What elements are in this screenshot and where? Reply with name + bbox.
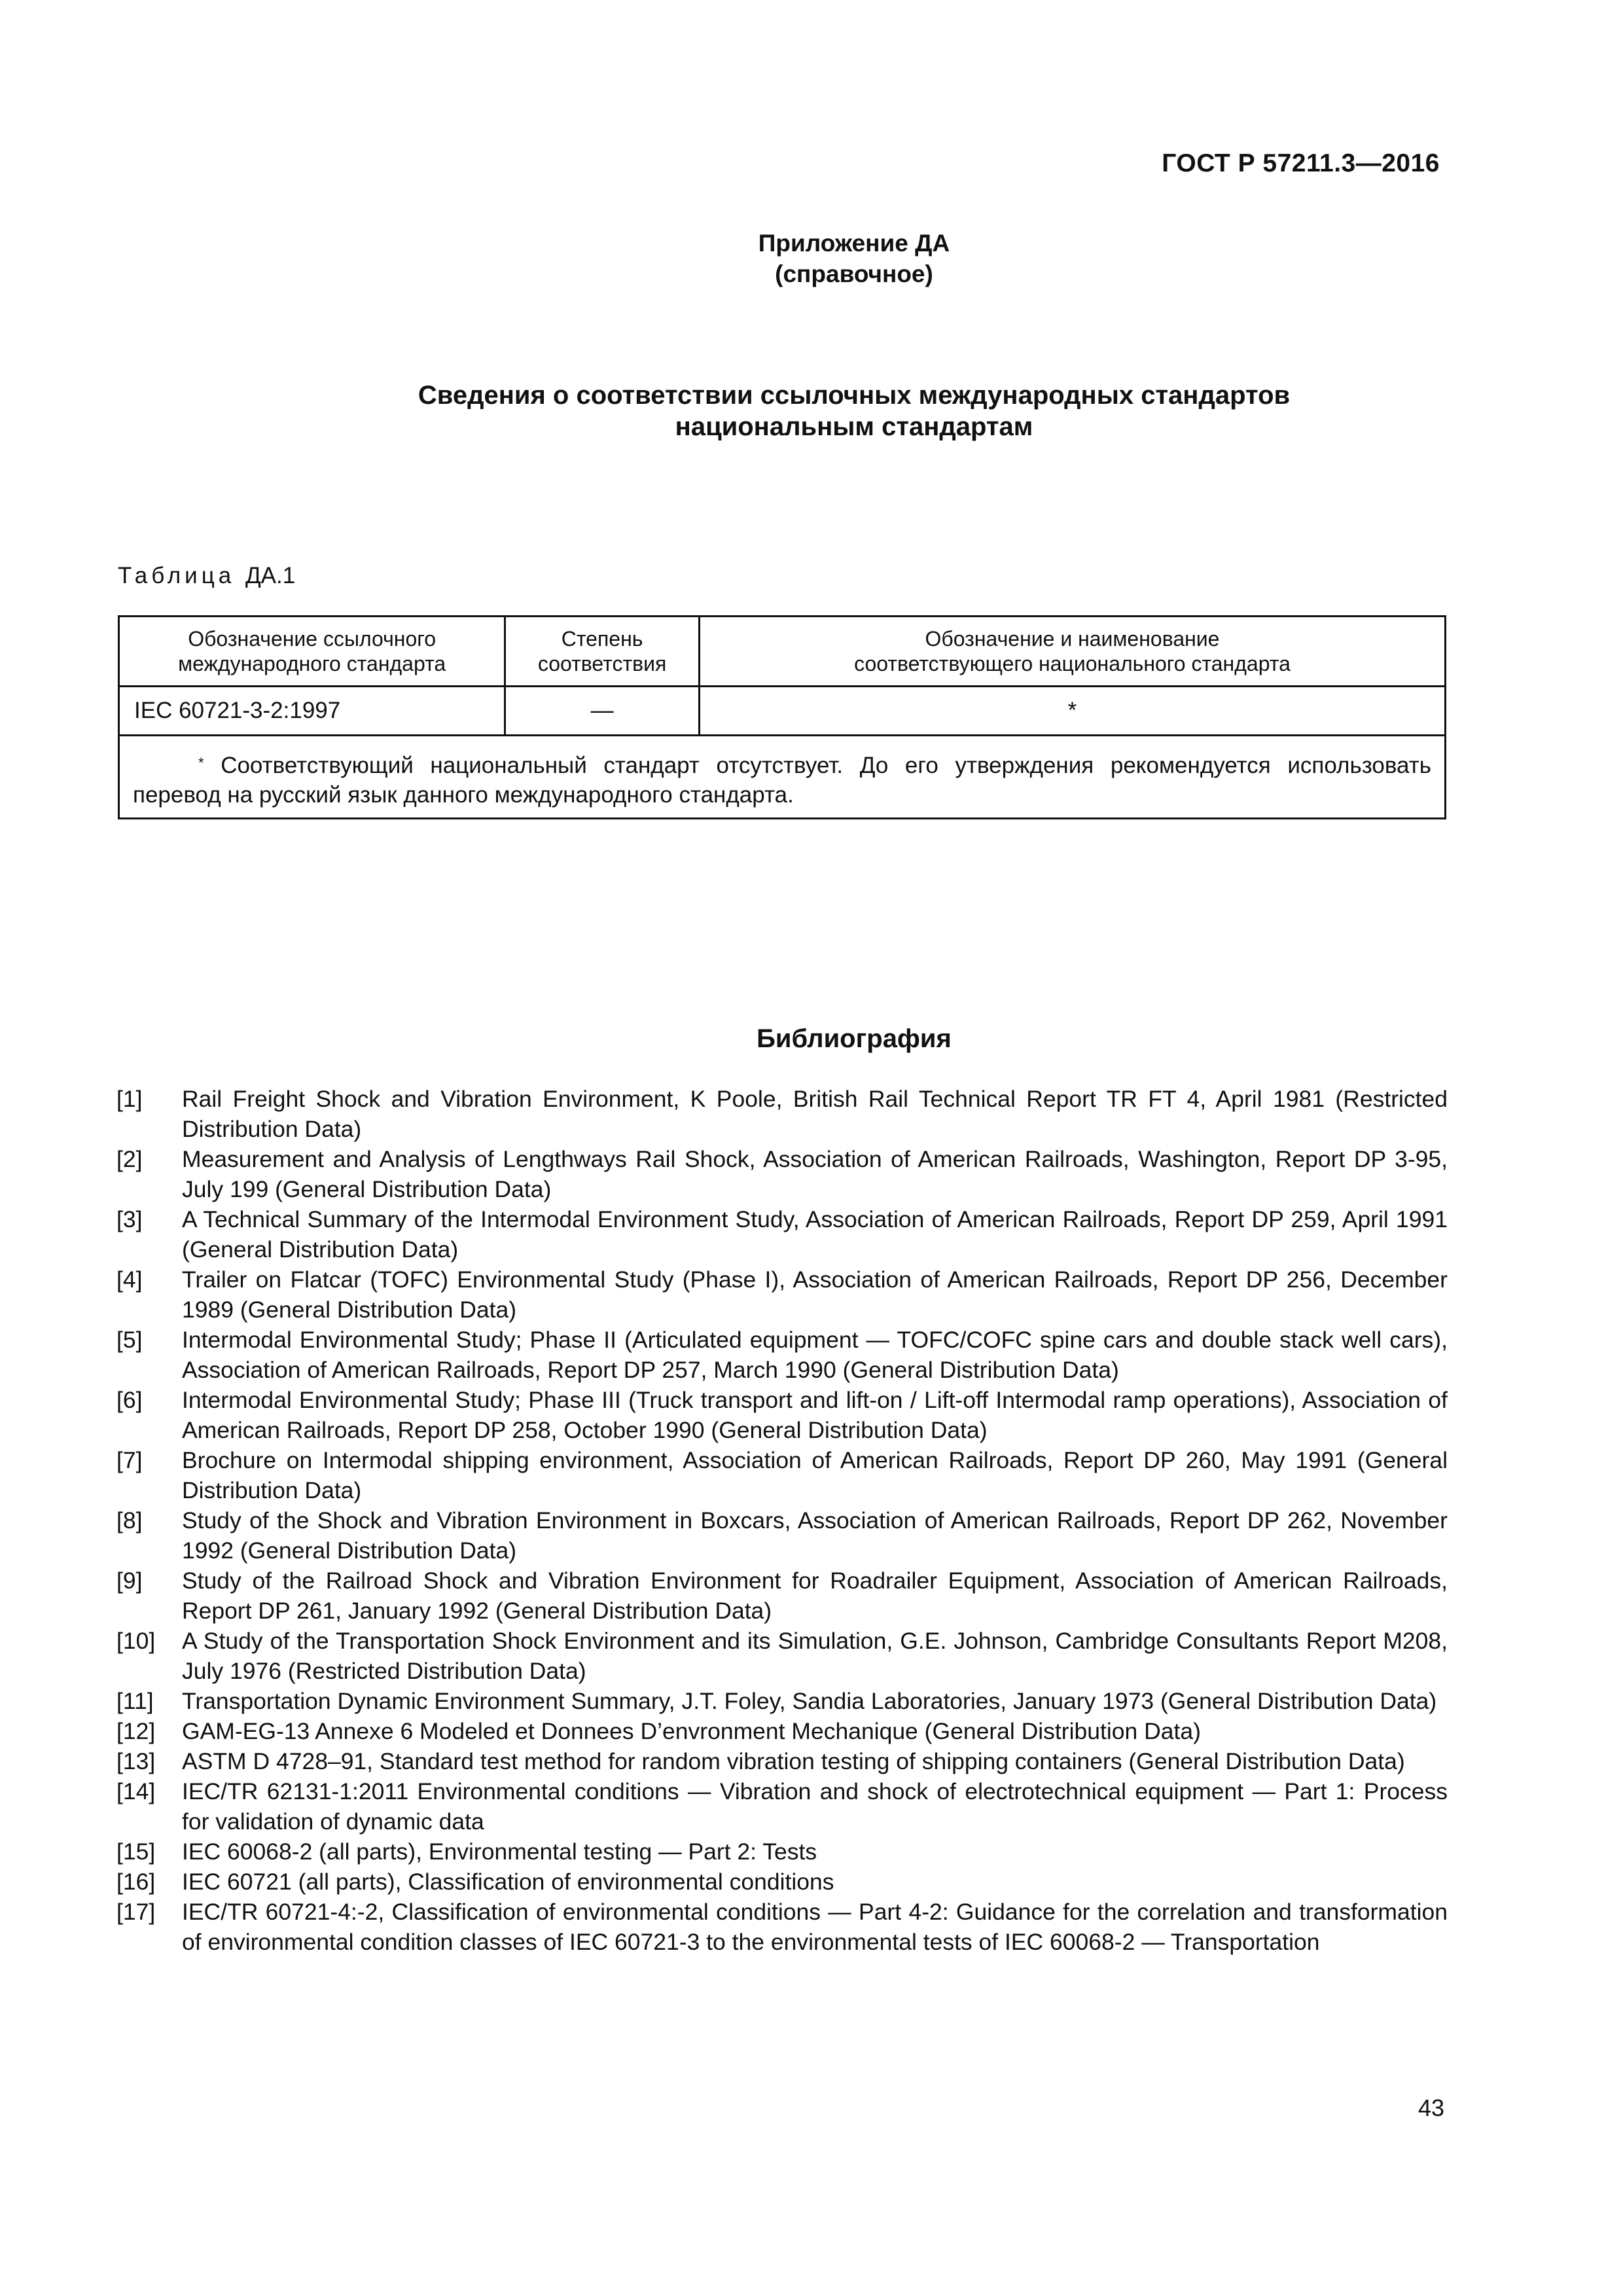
correspondence-table — [118, 615, 1446, 819]
section-heading-line-1: Сведения о соответствии ссылочных международных стандартов — [418, 381, 1291, 410]
list-item: [1] Rail Freight Shock and Vibration Environment, K Poole, British Rail Technical Report TR FT 4, April 1981 (Restricted Distribution Data) — [116, 1086, 1448, 1142]
section-heading-line-2: национальным стандартам — [675, 412, 1033, 441]
list-item: [7] Brochure on Intermodal shipping environment, Association of American Railroads, Report DP 260, May 1991 (General Distribution Data) — [116, 1447, 1448, 1503]
table-row — [119, 687, 1446, 736]
footnote-text: Соответствующий национальный стандарт отсутствует. До его утверждения рекомендуется использовать перевод на русский язык данного международного стандарта. — [133, 753, 1431, 808]
header-cell-degree: Степень соответствия — [505, 617, 700, 687]
bibliography-list — [116, 1084, 1448, 1957]
annex-header — [0, 228, 1623, 289]
table-header-row — [119, 617, 1446, 687]
list-item: [17] IEC/TR 60721-4:-2, Classification of environmental conditions — Part 4-2: Guidance for the correlation and transformation of environmental condition classes of IEC 60721-3 to the environmental tests of IEC 60068-2 — Transportation — [116, 1899, 1448, 1955]
bibliography-title: Библиография — [757, 1024, 952, 1053]
table-footnote-row — [119, 736, 1446, 819]
list-item: [2] Measurement and Analysis of Lengthways Rail Shock, Association of American Railroads, Washington, Report DP 3-95, July 199 (General Distribution Data) — [116, 1146, 1448, 1202]
list-item: [16] IEC 60721 (all parts), Classification of environmental conditions — [116, 1869, 834, 1895]
table-caption-label: Таблица — [118, 563, 236, 588]
annex-title: Приложение ДА — [758, 230, 950, 257]
footnote-marker: * — [198, 755, 204, 771]
list-item: [10] A Study of the Transportation Shock Environment and its Simulation, G.E. Johnson, Cambridge Consultants Report M208, July 1976 (Restricted Distribution Data) — [116, 1628, 1448, 1684]
list-item: [6] Intermodal Environmental Study; Phase III (Truck transport and lift-on / Lift-off Intermodal ramp operations), Association of American Railroads, Report DP 258, October 1990 (General Distribution Data) — [116, 1387, 1448, 1443]
header-cell-intl-standard: Обозначение ссылочного международного стандарта — [119, 617, 505, 687]
page-number: 43 — [1418, 2094, 1444, 2121]
section-heading — [0, 380, 1623, 442]
header-cell-national-standard: Обозначение и наименование соответствующего национального стандарта — [699, 617, 1445, 687]
table-cell: IEC 60721-3-2:1997 — [119, 687, 505, 736]
annex-subtitle: (справочное) — [775, 260, 933, 287]
list-item: [11] Transportation Dynamic Environment Summary, J.T. Foley, Sandia Laboratories, January 1973 (General Distribution Data) — [116, 1688, 1437, 1714]
list-item: [3] A Technical Summary of the Intermodal Environment Study, Association of American Railroads, Report DP 259, April 1991 (General Distribution Data) — [116, 1206, 1448, 1263]
list-item: [14] IEC/TR 62131-1:2011 Environmental conditions — Vibration and shock of electrotechnical equipment — Part 1: Process for validation of dynamic data — [116, 1778, 1448, 1835]
table-cell: — — [505, 687, 700, 736]
table-caption-number: ДА.1 — [245, 563, 296, 588]
list-item: [9] Study of the Railroad Shock and Vibration Environment for Roadrailer Equipment, Association of American Railroads, Report DP 261, January 1992 (General Distribution Data) — [116, 1568, 1448, 1624]
list-item: [12] GAM-EG-13 Annexe 6 Modeled et Donnees D’envronment Mechanique (General Distribution Data) — [116, 1718, 1201, 1744]
list-item: [5] Intermodal Environmental Study; Phase II (Articulated equipment — TOFC/COFC spine cars and double stack well cars), Association of American Railroads, Report DP 257, March 1990 (General Distribution Data) — [116, 1327, 1448, 1383]
list-item: [15] IEC 60068-2 (all parts), Environmental testing — Part 2: Tests — [116, 1839, 817, 1865]
list-item: [13] ASTM D 4728–91, Standard test method for random vibration testing of shipping containers (General Distribution Data) — [116, 1748, 1405, 1774]
list-item: [8] Study of the Shock and Vibration Environment in Boxcars, Association of American Railroads, Report DP 262, November 1992 (General Distribution Data) — [116, 1507, 1448, 1564]
table-footnote — [119, 736, 1446, 819]
table-cell: * — [699, 687, 1445, 736]
list-item: [4] Trailer on Flatcar (TOFC) Environmental Study (Phase I), Association of American Railroads, Report DP 256, December 1989 (General Distribution Data) — [116, 1266, 1448, 1323]
table-caption — [118, 563, 295, 589]
document-code: ГОСТ Р 57211.3—2016 — [1162, 149, 1440, 177]
